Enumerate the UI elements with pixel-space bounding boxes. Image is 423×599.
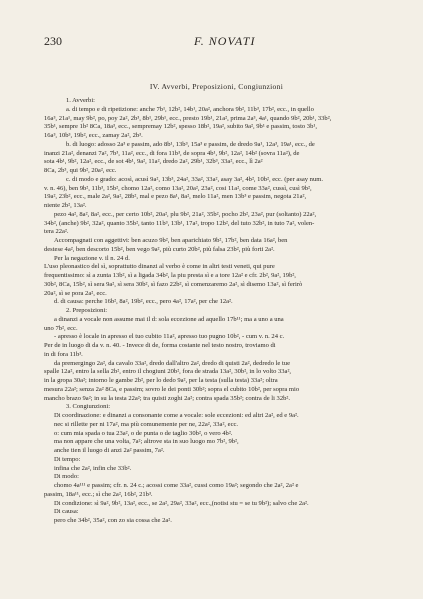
text-line: passim, 18a¹¹, ecc.; sì che 2a², 16b², 21b³. xyxy=(44,490,153,498)
text-line: c. di modo e grado: acosì, acusì 9a², 13b³, 24a², 33a², 33a², asay 3a², 4b², 10b², ecc. (per asay num. xyxy=(66,175,323,183)
text-line: a dinanzi a vocale non assume mai il d: sola eccezione ad aquello 17b¹¹; ma a uno a una xyxy=(54,315,284,323)
text-line: b. di luogo: adosso 2a³ e passim, ado 8b¹, 13b³, 15a³ e passim, de dredo 9a¹, 12a³, 19a¹, ecc., de xyxy=(66,140,315,148)
text-line: in di fora 11b³. xyxy=(44,350,83,358)
text-line: d. di causa: perche 16b², 8a², 19b², ecc., pero 4a², 17a², per che 12a². xyxy=(54,298,233,306)
text-line: anche tien il luogo di anzi 2a² passim, 7a². xyxy=(54,447,165,454)
text-line: a. di tempo e di ripetizione: anche 7b¹, 12b², 14b¹, 20a², anchora 9b², 11b³, 17b², ecc., in quello xyxy=(66,105,314,113)
text-line: Di tempo: xyxy=(54,455,81,463)
text-line: 16a³, 21a¹, may 9b², po, poy 2a², 2b³, 8b¹, 29b¹, ecc., presto 19b¹, 21a², prima 2a³, 4a¹, quando 9b², 20b¹, 33b², xyxy=(44,114,332,122)
text-line: L'uso pleonastico del sì, soprattutto dinanzi al verbo è come in altri testi veneti, qui pure xyxy=(44,263,275,271)
text-line: sota 4b¹, 9b², 12a², ecc., de sot 4b¹, 9a², 11a², dredo 2a², 29b¹, 32b³, 33a², ecc., lì 2a² xyxy=(44,158,263,166)
text-line: uno 7b², ecc. xyxy=(44,324,78,332)
text-line: infina che 2a², infin che 33b². xyxy=(54,464,132,472)
text-line: in la gropa 30a²; intorno le gambe 2b², per lo dedo 9a², per la testa (sulla testa) 33a²; oltra xyxy=(44,377,278,384)
text-line: pero che 34b², 35a², con zo sia cossa che 2a². xyxy=(54,517,172,524)
text-line: niente 2b², 13a². xyxy=(44,202,87,209)
text-line: 34b², (anche) 9b², 32a², quanto 35b², tanto 11b³, 13b¹, 17a², tropo 12b², del tuto 32b², in tuto 7a², volen- xyxy=(44,219,315,227)
text-line: Di condizione: sì 9a², 9b², 13a², ecc., se 2a², 29a², 33a², ecc.,(notisi stu = se tu 9b²); salvo che 2a². xyxy=(54,499,309,507)
text-line: 1. Avverbi: xyxy=(66,97,95,104)
text-line: inanzi 21a², denanzi 7a², 7b³, 11a², ecc., di fora 11b³, de sopra 4b¹, 9b², 12a², 14b² (sovra 11a²), de xyxy=(44,149,300,157)
text-line: Di causa: xyxy=(54,508,79,516)
text-line: tera 22a². xyxy=(44,228,69,236)
text-line: spalle 12a², entro la sella 2b², entro il chogiuni 20b², fora de strada 13a², 30b², in lo volto 33a², xyxy=(44,368,292,376)
text-line: Per de in luogo di da v. n. 40. - Invece di de, forma costante nel testo nostro, troviamo di xyxy=(44,342,276,349)
text-line: mancho brazo 9a²; in su la testa 22a²; tra quisti zoghi 2a²; contra spada 35b²; contra de li 32b². xyxy=(44,394,290,402)
page-header xyxy=(44,34,389,52)
text-line: - apresso è locale in apresso el tuo cubito 11a², apresso tuo pugno 10b², - cum v. n. 24 c. xyxy=(54,333,285,341)
page-number: 230 xyxy=(44,34,62,48)
text-line: 35b¹, sempre 1b² 8Ca, 18a³, ecc., sempremay 12b², spesso 18b², 19a², subito 9a², 9b¹ e passim, tosto 3b¹, xyxy=(44,123,317,131)
text-line: destese 4a², ben descorto 15b², ben vego 9a², più curto 20b², più falsa 23b², più forti 2a². xyxy=(44,245,275,253)
text-line: Di modo: xyxy=(54,473,79,481)
text-line: pezo 4a², 8a², 8a², ecc., per certo 10b², 20a², plu 9b², 21a², 35b², pocho 2b², 23a², pur (soltanto) 22a², xyxy=(54,210,317,218)
text-line: v. n. 46), ben 9b², 11b³, 15b², chomo 12a², como 13a², 20a², 23a², cosi 11a², come 33a², cussì, cusì 9b², xyxy=(44,184,312,192)
text-line: 19a², 23b², ecc., male 2a², 9a², 28b², mal e pezo 8a¹, 8a², melo 11a², men 13b³ e passim, negota 21a², xyxy=(44,193,307,201)
section-title: IV. Avverbi, Preposizioni, Congiunzioni xyxy=(149,82,284,91)
text-line: 8Ca, 2b³, qui 9b², 20a², ecc. xyxy=(44,167,117,174)
text-line: Per la negazione v. il n. 24 d. xyxy=(54,254,130,262)
text-line: 2. Preposizioni: xyxy=(66,307,108,314)
body-text xyxy=(44,97,389,526)
text-line: chomo 4a¹¹¹ e passim; cfr. n. 24 c.; acossi come 33a², cussi como 19a²; segondo che 2a², 2a² e xyxy=(54,482,299,489)
text-line: mesura 22a²; senza 2a² 8Ca, e passim; sovro le dei ponti 30b²; sopra el cubito 10b², per sopra mio xyxy=(44,385,300,393)
text-line: frequentissimo: sì a zunta 13b², sì a ligada 34b², la piu presta sì e a tore 12a² e cfr. 2b², 9a², 19b², xyxy=(44,272,296,279)
text-line: 16a³, 10b³, 19b², ecc., zamay 2a², 2b³. xyxy=(44,132,143,139)
text-line: o: cum mia spada o tua 23a², o de punta o de taglio 30b², o vero 4b². xyxy=(54,429,233,437)
text-line: 20a², sì se pora 2a², ecc. xyxy=(44,289,107,297)
text-line: nec si rillette per ni 17a², ma più comunemente per ne, 22a², 33a², ecc. xyxy=(54,420,239,428)
text-line: 3. Congiunzioni: xyxy=(66,403,111,411)
text-line: ma non appare che una volta, 7a²; altrove sta in suo luogo mo 7b², 9b², xyxy=(54,438,239,446)
text-line: Di coordinazione: e dinanzi a consonante come a vocale: sole eccezioni: ed altri 2a², ed e 9a². xyxy=(54,412,299,419)
text-line: 30b², 8Ca, 15b², sì sera 9a², sì sera 30b², sì fazo 22b², sì comenzaremo 2a², sì disemo 13a², sì ferirò xyxy=(44,280,303,288)
text-line: da premergingo 2a², da cavalo 33a², dredo dall'altro 2a², dredo di quisti 2a², dedredo le tue xyxy=(54,359,290,367)
text-line: Accompagnati con aggettivi: ben acuzo 9b², ben aparichiato 9b², 17b², ben data 16a², ben xyxy=(54,237,288,244)
running-head: F. NOVATI xyxy=(194,34,256,48)
